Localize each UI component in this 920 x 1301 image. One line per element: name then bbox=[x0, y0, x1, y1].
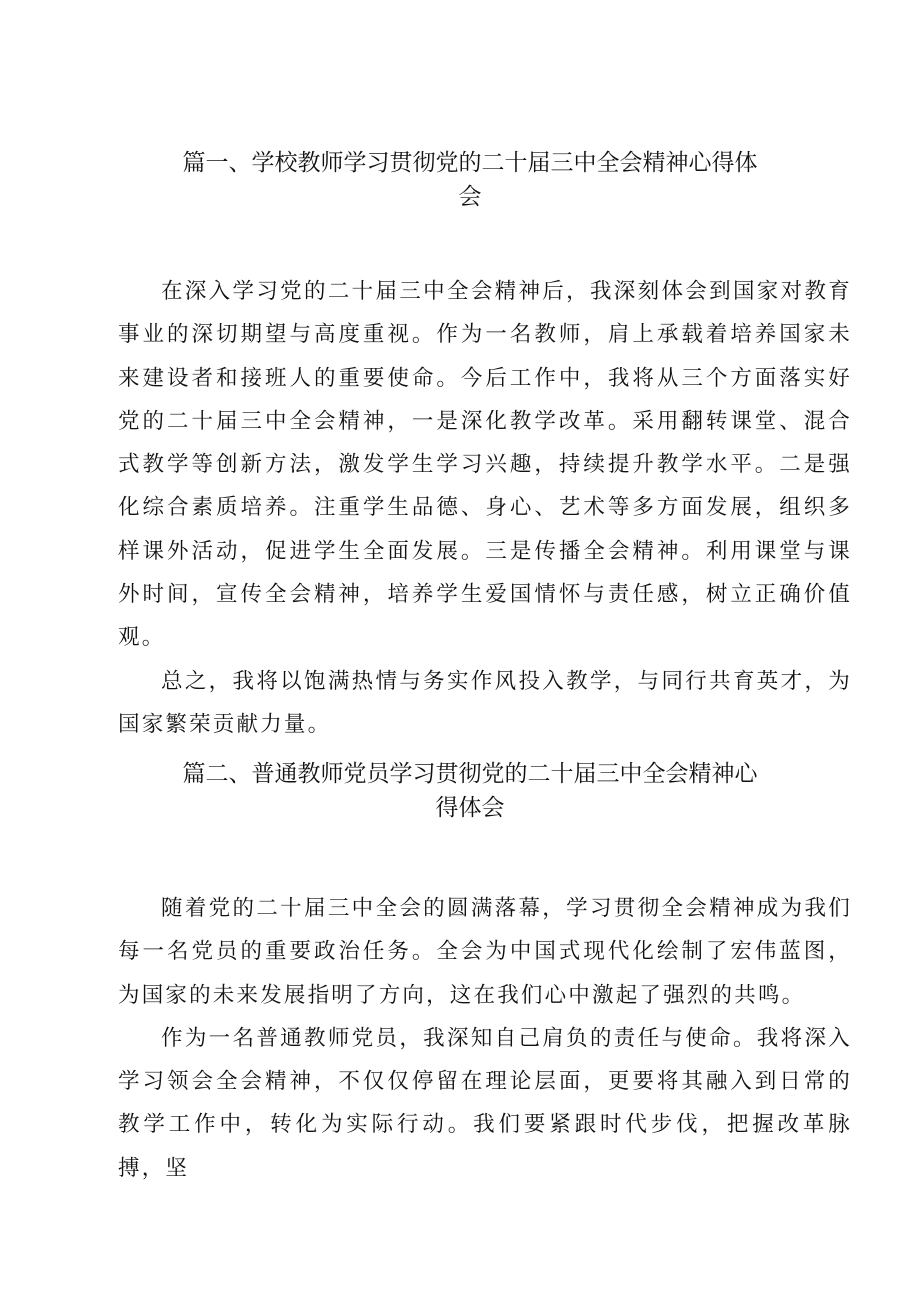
section-2-title bbox=[150, 757, 790, 825]
section-2-body bbox=[118, 887, 852, 1190]
section-2-paragraph-1: 随着党的二十届三中全会的圆满落幕，学习贯彻全会精神成为我们每一名党员的重要政治任务。全会为中国式现代化绘制了宏伟蓝图，为国家的未来发展指明了方向，这在我们心中激起了强烈的共鸣。 bbox=[118, 896, 852, 1008]
section-1-body bbox=[118, 270, 852, 746]
section-1-title bbox=[150, 146, 790, 214]
section-2-title-line-1: 篇二、普通教师党员学习贯彻党的二十届三中全会精神心 bbox=[182, 761, 758, 787]
section-2-paragraph-2: 作为一名普通教师党员，我深知自己肩负的责任与使命。我将深入学习领会全会精神，不仅仅停留在理论层面，更要将其融入到日常的教学工作中，转化为实际行动。我们要紧跟时代步伐，把握改革脉搏，坚 bbox=[118, 1025, 852, 1181]
section-1-paragraph-2: 总之，我将以饱满热情与务实作风投入教学，与同行共育英才，为国家繁荣贡献力量。 bbox=[118, 668, 852, 737]
section-1-title-line-1: 篇一、学校教师学习贯彻党的二十届三中全会精神心得体 bbox=[182, 150, 758, 176]
section-2-title-line-2: 得体会 bbox=[435, 795, 505, 821]
section-1-title-line-2: 会 bbox=[458, 184, 482, 210]
section-1-paragraph-1: 在深入学习党的二十届三中全会精神后，我深刻体会到国家对教育事业的深切期望与高度重视。作为一名教师，肩上承载着培养国家未来建设者和接班人的重要使命。今后工作中，我将从三个方面落实好党的二十届三中全会精神，一是深化教学改革。采用翻转课堂、混合式教学等创新方法，激发学生学习兴趣，持续提升教学水平。二是强化综合素质培养。注重学生品德、身心、艺术等多方面发展，组织多样课外活动，促进学生全面发展。三是传播全会精神。利用课堂与课外时间，宣传全会精神，培养学生爱国情怀与责任感，树立正确价值观。 bbox=[118, 279, 852, 651]
